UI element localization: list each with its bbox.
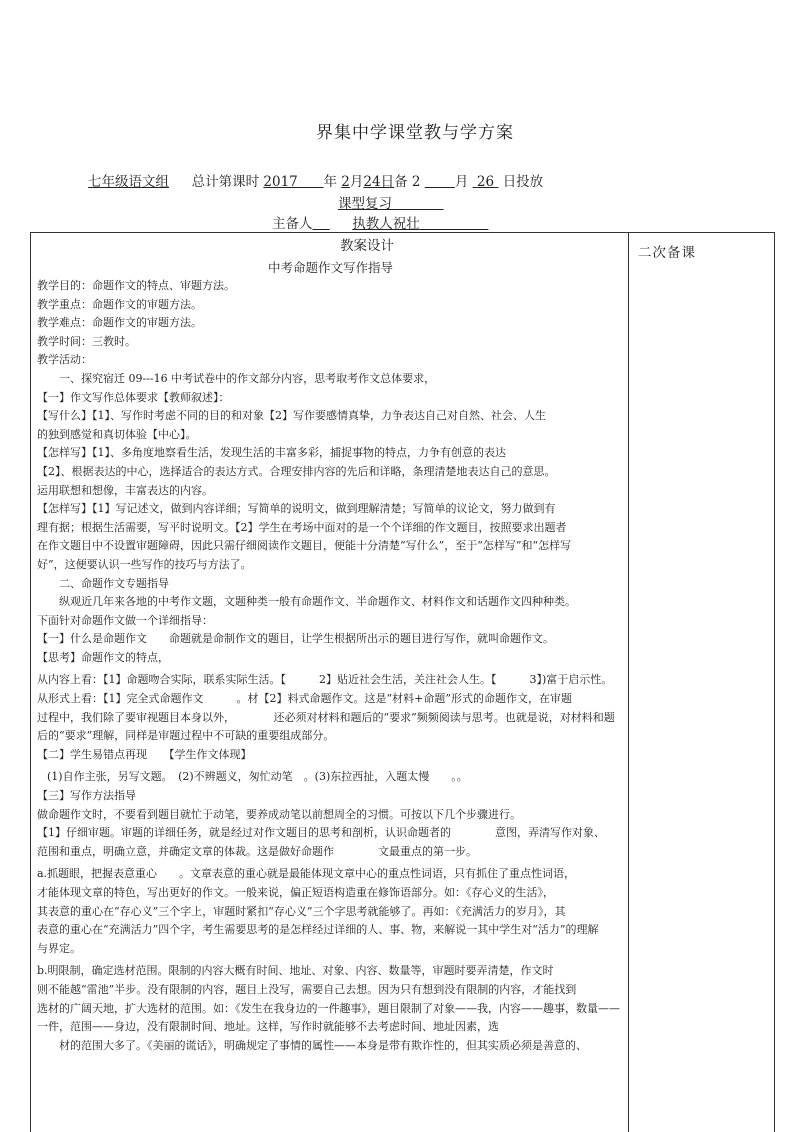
text-line: 过程中，我们除了要审视题目本身以外， 还必须对材料和题后的“要求”频频阅读与思考。也就是说，对材料和题 <box>37 710 615 724</box>
text-line: 理有据；根据生活需要，写平时说明文。【2】学生在考场中面对的是一个个详细的作文题目，按照要求出题者 <box>37 520 567 534</box>
preparer-line <box>272 212 488 232</box>
total-lessons-label: 总计第课时 <box>191 174 260 190</box>
table-header: 教案设计 <box>340 238 394 254</box>
month2-field: 2 <box>411 174 421 190</box>
text-line: 【一】什么是命题作文 命题就是命制作文的题目，让学生根据所出示的题目进行写作，就叫命题作文。 <box>37 632 554 646</box>
text-line: 下面针对命题作文做一个详细指导： <box>37 613 213 627</box>
text-line: 的独到感觉和真切体验【中心】。 <box>37 427 197 441</box>
lesson-content <box>37 277 627 1055</box>
side-column-header: 二次备课 <box>638 245 696 261</box>
month2-suffix: 月 <box>454 174 469 190</box>
text-line: 【写什么】【1】、写作时考虑不同的目的和对象【2】写作要感情真挚，力争表达自己对自然、社会、人生 <box>37 409 546 423</box>
text-line: 其表意的重心在“存心义”三个字上，审题时紧扣“存心义”三个字思考就能够了。再如：《充满活力的岁月》，其 <box>37 904 566 918</box>
text-line: 与界定。 <box>37 941 81 955</box>
text-line: 二、命题作文专题指导 <box>59 576 169 590</box>
text-line: 【三】写作方法指导 <box>37 789 136 803</box>
main-preparer-label: 主备人 <box>272 216 313 232</box>
text-line: (1)自作主张，另写文题。 (2)不辨题义，匆忙动笔 。(3)东拉西扯，入题太慢 。。 <box>47 770 468 784</box>
day2-suffix: 日投放 <box>502 174 544 190</box>
lesson-subtitle: 中考命题作文写作指导 <box>268 260 394 275</box>
prep-label: 备 <box>394 174 408 190</box>
year-suffix: 年 <box>323 174 337 190</box>
text-line: 纵观近几年来各地的中考作文题，文题种类一般有命题作文、半命题作文、材料作文和话题作文四种种类。 <box>59 595 576 609</box>
text-line: 好”，这便要认识一些写作的技巧与方法了。 <box>37 557 252 571</box>
text-line: 材的范围大多了。《美丽的谎话》，明确规定了事情的属性——本身是带有欺诈性的，但其实质必须是善意的、 <box>59 1038 587 1052</box>
text-line: 运用联想和想像，丰富表达的内容。 <box>37 483 213 497</box>
text-line: 一、探究宿迁 09---16 中考试卷中的作文部分内容，思考取考作文总体要求， <box>59 371 436 385</box>
text-line: 【二】学生易错点再现 【学生作文体现】 <box>37 747 252 761</box>
text-line: 表意的重心在“充满活力”四个字，考生需要思考的是怎样经过详细的人、事、物，来解说一其中学生对“活力”的理解 <box>37 923 599 937</box>
text-line: 从形式上看：【1】完全式命题作文 。材【2】料式命题作文。这是“材料+命题”形式的命题作文，在审题 <box>37 692 572 706</box>
column-divider <box>628 232 629 1132</box>
text-line: 从内容上看：【1】命题吻合实际，联系实际生活。【 2】贴近社会生活，关注社会人生。【 3】)富于启示性。 <box>37 673 613 687</box>
text-line: 教学目的：命题作文的特点、审题方法。 <box>37 279 235 292</box>
text-line: 选材的广阔天地，扩大选材的范围。如：《发生在我身边的一件趣事》，题目限制了对象——我，内容——趣事，数量—— <box>37 1001 620 1015</box>
day1-field: 24日 <box>363 174 395 190</box>
text-line: 【怎样写】【1】写记述文，做到内容详细；写简单的说明文，做到理解清楚；写简单的议论文，努力做到有 <box>37 502 556 516</box>
text-line: 教学重点：命题作文的审题方法。 <box>37 297 202 311</box>
text-line: 教学时间：三教时。 <box>37 334 136 348</box>
text-line: 【一】作文写作总体要求【教师叙述】： <box>37 390 230 404</box>
blank-underline <box>425 174 455 190</box>
month1-field: 2 <box>341 174 350 190</box>
text-line: 后的“要求”理解，同样是审题过程中不可缺的重要组成部分。 <box>37 729 335 743</box>
teacher-label: 执教人祝壮 <box>352 216 420 232</box>
text-line: 【1】仔细审题。审题的详细任务，就是经过对作文题目的思考和剖析，认识命题者的 意图，弄清写作对象、 <box>37 826 605 840</box>
text-line: 【2】、根据表达的中心，选择适合的表达方式。合理安排内容的先后和详略，条理清楚地表达自己的意思。 <box>37 464 556 478</box>
text-line: 【思考】命题作文的特点， <box>37 650 169 664</box>
text-line: 在作文题目中不设置审题障碍，因此只需仔细阅读作文题目，便能十分清楚“写什么”，至于“怎样写”和“怎样写 <box>37 539 572 553</box>
text-line: b.明限制，确定选材范围。限制的内容大概有时间、地址、对象、内容、数量等，审题时要弄清楚，作文时 <box>37 964 554 978</box>
day2-field: 26 <box>476 174 495 190</box>
grade-group: 七年级语文组 <box>88 174 169 190</box>
page-title: 界集中学课堂教与学方案 <box>316 123 514 143</box>
text-line: a.抓题眼，把握表意重心 。文章表意的重心就是最能体现文章中心的重点性词语，只有抓住了重点性词语， <box>37 867 576 881</box>
text-line: 教学活动： <box>37 353 92 367</box>
month1-suffix: 月 <box>349 174 364 190</box>
text-line: 【怎样写】【1】、多角度地察看生活，发现生活的丰富多彩，捕捉事物的特点，力争有创意的表达 <box>37 446 506 460</box>
text-line: 才能体现文章的特色，写出更好的作文。一般来说，偏正短语构造重在修饰语部分。如：《存心义的生活》， <box>37 886 554 899</box>
text-line: 范围和重点，明确立意，并确定文章的体裁。这是做好命题作 文最重点的第一步。 <box>37 844 477 858</box>
header-info-line <box>88 170 543 190</box>
text-line: 则不能越“雷池”半步。没有限制的内容，题目上没写，需要自己去想。因为只有想到没有限制的内容，才能找到 <box>37 982 577 996</box>
lesson-type: 课型复习 <box>338 196 392 212</box>
text-line: 教学难点：命题作文的审题方法。 <box>37 316 202 330</box>
text-line: 一件，范围——身边，没有限制时间、地址。这样，写作时就能够不去考虑时间、地址因素，选 <box>37 1020 499 1034</box>
text-line: 做命题作文时，不要看到题目就忙于动笔，要养成动笔以前想周全的习惯。可按以下几个步骤进行。 <box>37 807 521 821</box>
year-field: 2017 <box>263 174 298 190</box>
